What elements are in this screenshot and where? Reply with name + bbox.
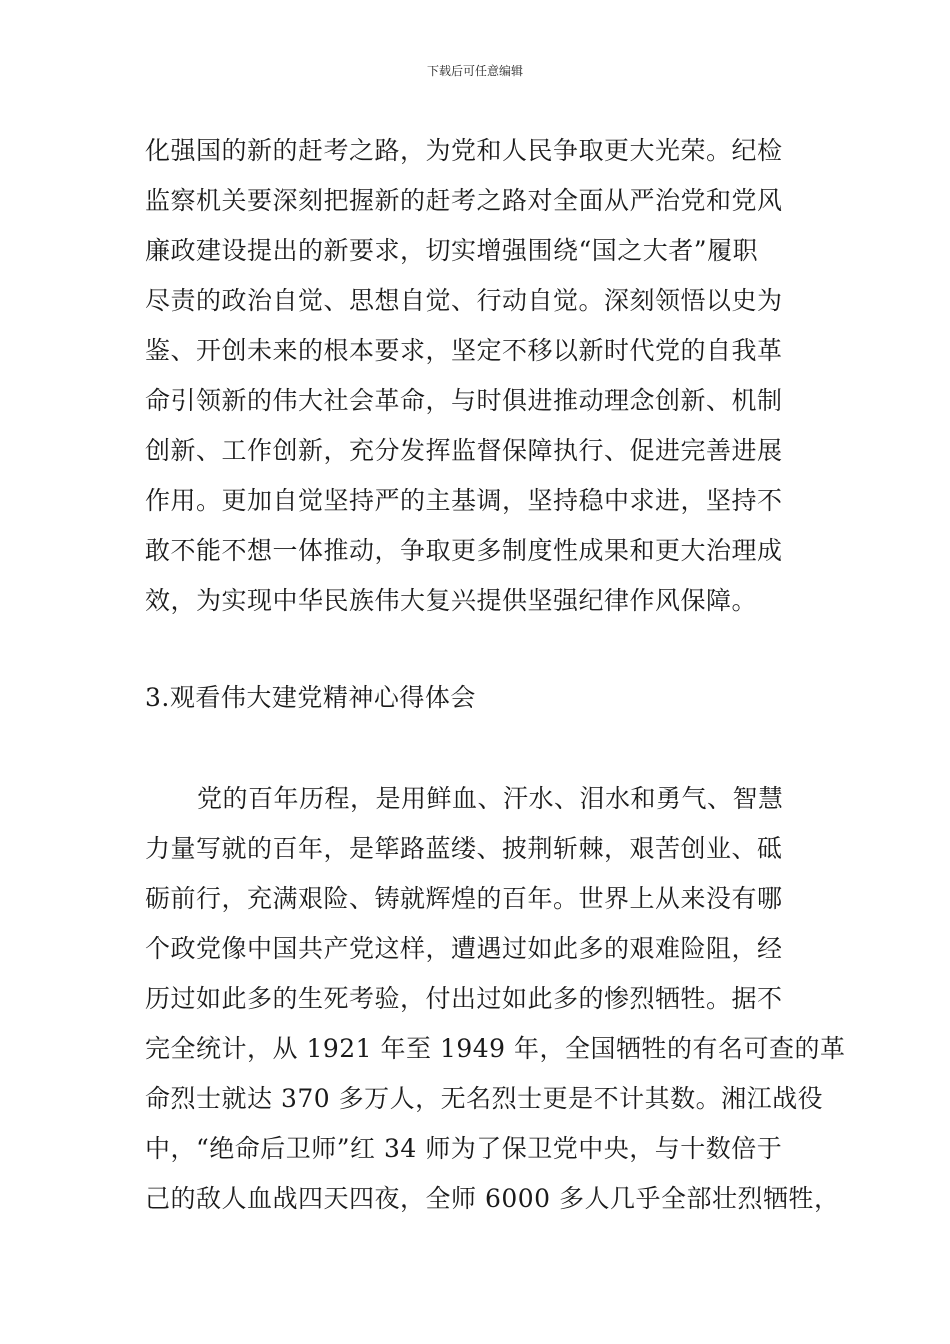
- paragraph-2-line-9: 己的敌人血战四天四夜，全师 6000 多人几乎全部壮烈牺牲，: [145, 1184, 840, 1213]
- paragraph-1-line-2: 监察机关要深刻把握新的赶考之路对全面从严治党和党风: [145, 186, 783, 215]
- section-heading: 3.观看伟大建党精神心得体会: [145, 683, 476, 712]
- paragraph-1-line-3: 廉政建设提出的新要求，切实增强围绕“国之大者”履职: [145, 236, 759, 265]
- paragraph-2-line-5: 历过如此多的生死考验，付出过如此多的惨烈牺牲。据不: [145, 984, 783, 1013]
- paragraph-2-line-3: 砺前行，充满艰险、铸就辉煌的百年。世界上从来没有哪: [145, 884, 783, 913]
- paragraph-2-line-8: 中，“绝命后卫师”红 34 师为了保卫党中央，与十数倍于: [145, 1134, 783, 1163]
- paragraph-1-line-6: 命引领新的伟大社会革命，与时俱进推动理念创新、机制: [145, 386, 783, 415]
- paragraph-1-line-5: 鉴、开创未来的根本要求，坚定不移以新时代党的自我革: [145, 336, 783, 365]
- paragraph-1-line-7: 创新、工作创新，充分发挥监督保障执行、促进完善进展: [145, 436, 783, 465]
- paragraph-2-line-7: 命烈士就达 370 多万人，无名烈士更是不计其数。湘江战役: [145, 1084, 824, 1113]
- paragraph-1-line-4: 尽责的政治自觉、思想自觉、行动自觉。深刻领悟以史为: [145, 286, 783, 315]
- paragraph-1-line-8: 作用。更加自觉坚持严的主基调，坚持稳中求进，坚持不: [145, 486, 783, 515]
- paragraph-1-line-9: 敢不能不想一体推动，争取更多制度性成果和更大治理成: [145, 536, 783, 565]
- paragraph-2-line-6: 完全统计，从 1921 年至 1949 年，全国牺牲的有名可查的革: [145, 1034, 846, 1063]
- paragraph-2-line-4: 个政党像中国共产党这样，遭遇过如此多的艰难险阻，经: [145, 934, 783, 963]
- paragraph-2-line-2: 力量写就的百年，是筚路蓝缕、披荆斩棘，艰苦创业、砥: [145, 834, 783, 863]
- paragraph-1-line-1: 化强国的新的赶考之路，为党和人民争取更大光荣。纪检: [145, 136, 783, 165]
- paragraph-1-line-10: 效，为实现中华民族伟大复兴提供坚强纪律作风保障。: [145, 586, 758, 615]
- paragraph-2-line-1: 党的百年历程，是用鲜血、汗水、泪水和勇气、智慧: [197, 784, 784, 813]
- download-note: 下载后可任意编辑: [426, 64, 523, 78]
